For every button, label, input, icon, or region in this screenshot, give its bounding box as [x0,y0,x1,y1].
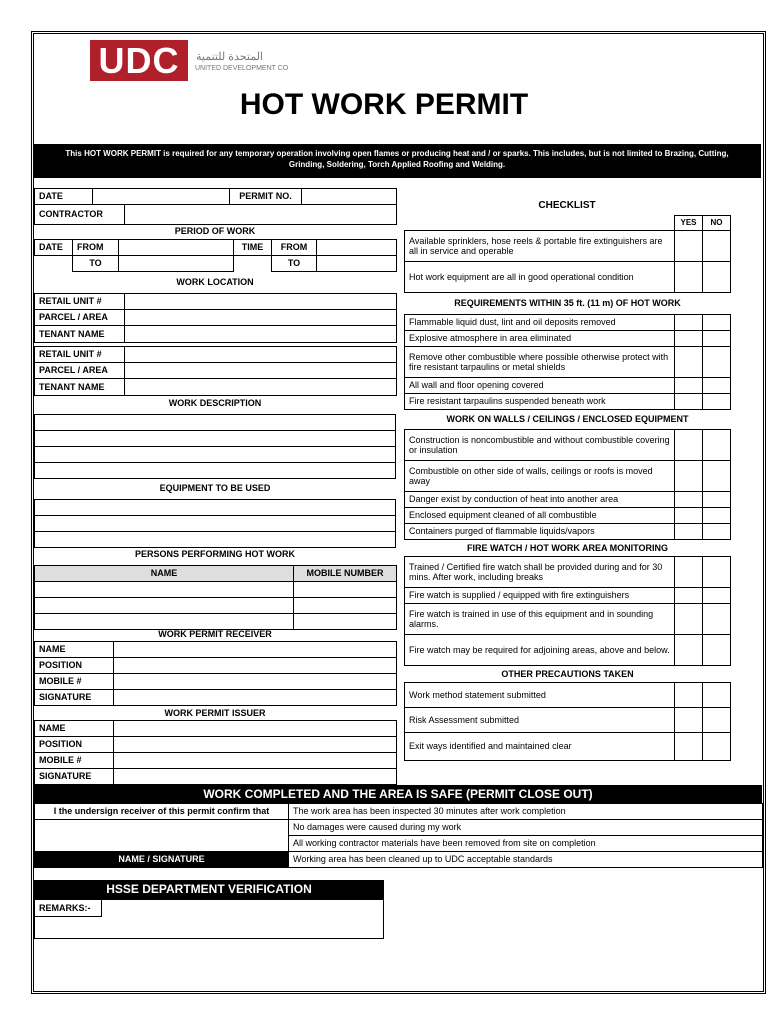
receiver-mobile-field[interactable] [114,674,397,690]
logo-arabic: المتحدة للتنمية [196,51,263,63]
closeout-item: No damages were caused during my work [289,820,763,836]
receiver-signature-field[interactable] [114,690,397,706]
issuer-table [34,720,397,785]
no-checkbox[interactable] [703,394,731,410]
receiver-position-label: POSITION [35,658,114,674]
persons-table [34,565,397,630]
issuer-name-label: NAME [35,721,114,737]
receiver-title: WORK PERMIT RECEIVER [158,629,272,639]
yes-checkbox[interactable] [675,508,703,524]
no-checkbox[interactable] [703,557,731,588]
issuer-mobile-label: MOBILE # [35,753,114,769]
yes-checkbox[interactable] [675,331,703,347]
no-checkbox[interactable] [703,588,731,604]
person-name-cell[interactable] [35,598,294,614]
receiver-table [34,641,397,706]
check-item: Fire watch is supplied / equipped with fire extinguishers [405,588,675,604]
receiver-signature-space[interactable] [35,820,289,852]
closeout-title: WORK COMPLETED AND THE AREA IS SAFE (PERMIT CLOSE OUT) [34,785,762,803]
header-fields-table [34,188,397,225]
work-location-table [34,293,397,396]
yes-checkbox[interactable] [675,604,703,635]
person-mobile-cell[interactable] [294,582,397,598]
yes-checkbox[interactable] [675,733,703,761]
receiver-name-field[interactable] [114,642,397,658]
check-item: Explosive atmosphere in area eliminated [405,331,675,347]
name-column-header: NAME [35,566,294,582]
yes-checkbox[interactable] [675,231,703,262]
name-signature-label: NAME / SIGNATURE [35,852,289,868]
check-item: Fire watch may be required for adjoining areas, above and below. [405,635,675,666]
time-label: TIME [234,240,272,256]
mobile-column-header: MOBILE NUMBER [294,566,397,582]
to-time-field[interactable] [317,256,397,272]
closeout-item: All working contractor materials have been removed from site on completion [289,836,763,852]
issuer-mobile-field[interactable] [114,753,397,769]
period-of-work-title: PERIOD OF WORK [174,226,256,236]
description-line[interactable] [35,463,396,479]
check-item: Danger exist by conduction of heat into another area [405,492,675,508]
retail-unit-label: RETAIL UNIT # [35,294,125,310]
from-date-label: FROM [73,240,119,256]
person-name-cell[interactable] [35,614,294,630]
check-item: Containers purged of flammable liquids/vapors [405,524,675,540]
checklist-table [404,215,731,761]
no-checkbox[interactable] [703,683,731,708]
udc-logo [90,40,188,81]
work-location-title: WORK LOCATION [176,277,254,287]
period-table [34,239,397,272]
date-field[interactable] [93,189,230,205]
date-label: DATE [35,189,93,205]
permit-no-field[interactable] [302,189,397,205]
check-item: Remove other combustible where possible otherwise protect with fire resistant tarpaulins or metal shields [405,347,675,378]
tenant-name-label: TENANT NAME [35,326,125,343]
check-item: Fire resistant tarpaulins suspended beneath work [405,394,675,410]
closeout-table [34,803,763,868]
retail-unit-field[interactable] [125,294,397,310]
person-name-cell[interactable] [35,582,294,598]
checklist-title: CHECKLIST [538,200,596,211]
closeout-item: Working area has been cleaned up to UDC acceptable standards [289,852,763,868]
no-checkbox[interactable] [703,708,731,733]
from-time-label: FROM [272,240,317,256]
no-checkbox[interactable] [703,430,731,461]
persons-title: PERSONS PERFORMING HOT WORK [134,549,295,559]
description-line[interactable] [35,415,396,431]
check-item: Available sprinklers, hose reels & portable fire extinguishers are all in service and operable [405,231,675,262]
check-item: Construction is noncombustible and without combustible covering or insulation [405,430,675,461]
equipment-title: EQUIPMENT TO BE USED [159,483,271,493]
parcel-area-label: PARCEL / AREA [35,310,125,326]
walls-title: WORK ON WALLS / CEILINGS / ENCLOSED EQUIPMENT [446,414,689,425]
fire-watch-title: FIRE WATCH / HOT WORK AREA MONITORING [467,542,668,553]
hsse-title: HSSE DEPARTMENT VERIFICATION [34,880,384,899]
check-item: Fire watch is trained in use of this equipment and in sounding alarms. [405,604,675,635]
equipment-line[interactable] [35,500,396,516]
issuer-position-field[interactable] [114,737,397,753]
yes-header: YES [675,216,703,231]
description-line[interactable] [35,447,396,463]
logo-english: UNITED DEVELOPMENT CO [195,65,289,72]
permit-no-label: PERMIT NO. [230,189,302,205]
yes-checkbox[interactable] [675,557,703,588]
parcel-area-field-2[interactable] [125,363,397,379]
requirements-title: REQUIREMENTS WITHIN 35 ft. (11 m) OF HOT WORK [454,298,681,309]
no-checkbox[interactable] [703,315,731,331]
no-checkbox[interactable] [703,378,731,394]
check-item: Work method statement submitted [405,683,675,708]
no-checkbox[interactable] [703,461,731,492]
yes-checkbox[interactable] [675,315,703,331]
contractor-label: CONTRACTOR [35,205,125,225]
person-mobile-cell[interactable] [294,598,397,614]
no-checkbox[interactable] [703,262,731,293]
from-date-field[interactable] [119,240,234,256]
no-checkbox[interactable] [703,508,731,524]
no-checkbox[interactable] [703,604,731,635]
to-date-label: TO [73,256,119,272]
tenant-name-field[interactable] [125,326,397,343]
yes-checkbox[interactable] [675,683,703,708]
yes-checkbox[interactable] [675,492,703,508]
from-time-field[interactable] [317,240,397,256]
retail-unit-label-2: RETAIL UNIT # [35,347,125,363]
to-time-label: TO [272,256,317,272]
equipment-table [34,499,396,548]
yes-checkbox[interactable] [675,394,703,410]
no-checkbox[interactable] [703,492,731,508]
no-checkbox[interactable] [703,635,731,666]
yes-checkbox[interactable] [675,378,703,394]
work-description-title: WORK DESCRIPTION [168,398,262,408]
tenant-name-label-2: TENANT NAME [35,379,125,396]
parcel-area-label-2: PARCEL / AREA [35,363,125,379]
issuer-position-label: POSITION [35,737,114,753]
issuer-signature-field[interactable] [114,769,397,785]
period-date-label: DATE [35,240,73,256]
yes-checkbox[interactable] [675,461,703,492]
equipment-line[interactable] [35,532,396,548]
issuer-name-field[interactable] [114,721,397,737]
confirm-statement: I the undersign receiver of this permit confirm that [35,804,289,820]
check-item: Flammable liquid dust, lint and oil deposits removed [405,315,675,331]
yes-checkbox[interactable] [675,588,703,604]
check-item: Hot work equipment are all in good operational condition [405,262,675,293]
issuer-title: WORK PERMIT ISSUER [164,708,266,718]
check-item: Risk Assessment submitted [405,708,675,733]
check-item: Combustible on other side of walls, ceilings or roofs is moved away [405,461,675,492]
issuer-signature-label: SIGNATURE [35,769,114,785]
to-date-field[interactable] [119,256,234,272]
contractor-field[interactable] [125,205,397,225]
no-checkbox[interactable] [703,347,731,378]
check-item: Enclosed equipment cleaned of all combustible [405,508,675,524]
no-checkbox[interactable] [703,331,731,347]
receiver-mobile-label: MOBILE # [35,674,114,690]
description-line[interactable] [35,431,396,447]
equipment-line[interactable] [35,516,396,532]
no-checkbox[interactable] [703,733,731,761]
tenant-name-field-2[interactable] [125,379,397,396]
work-description-table [34,414,396,479]
yes-checkbox[interactable] [675,430,703,461]
check-item: Trained / Certified fire watch shall be provided during and for 30 mins. After work, including breaks [405,557,675,588]
intro-banner: This HOT WORK PERMIT is required for any temporary operation involving open flames or producing heat and / or sparks. This includes, but is not limited to Brazing, Cutting, Grinding, Soldering, Torch Applied Roofing and Welding. [33,144,761,178]
receiver-name-label: NAME [35,642,114,658]
receiver-position-field[interactable] [114,658,397,674]
yes-checkbox[interactable] [675,635,703,666]
no-checkbox[interactable] [703,524,731,540]
logo-letters: UDC [98,40,180,81]
check-item: Exit ways identified and maintained clear [405,733,675,761]
yes-checkbox[interactable] [675,347,703,378]
no-header: NO [703,216,731,231]
receiver-signature-label: SIGNATURE [35,690,114,706]
page-title: HOT WORK PERMIT [239,88,529,121]
parcel-area-field[interactable] [125,310,397,326]
yes-checkbox[interactable] [675,708,703,733]
yes-checkbox[interactable] [675,524,703,540]
person-mobile-cell[interactable] [294,614,397,630]
other-precautions-title: OTHER PRECAUTIONS TAKEN [501,668,634,679]
remarks-label: REMARKS:- [34,899,102,917]
no-checkbox[interactable] [703,231,731,262]
check-item: All wall and floor opening covered [405,378,675,394]
retail-unit-field-2[interactable] [125,347,397,363]
closeout-item: The work area has been inspected 30 minutes after work completion [289,804,763,820]
yes-checkbox[interactable] [675,262,703,293]
